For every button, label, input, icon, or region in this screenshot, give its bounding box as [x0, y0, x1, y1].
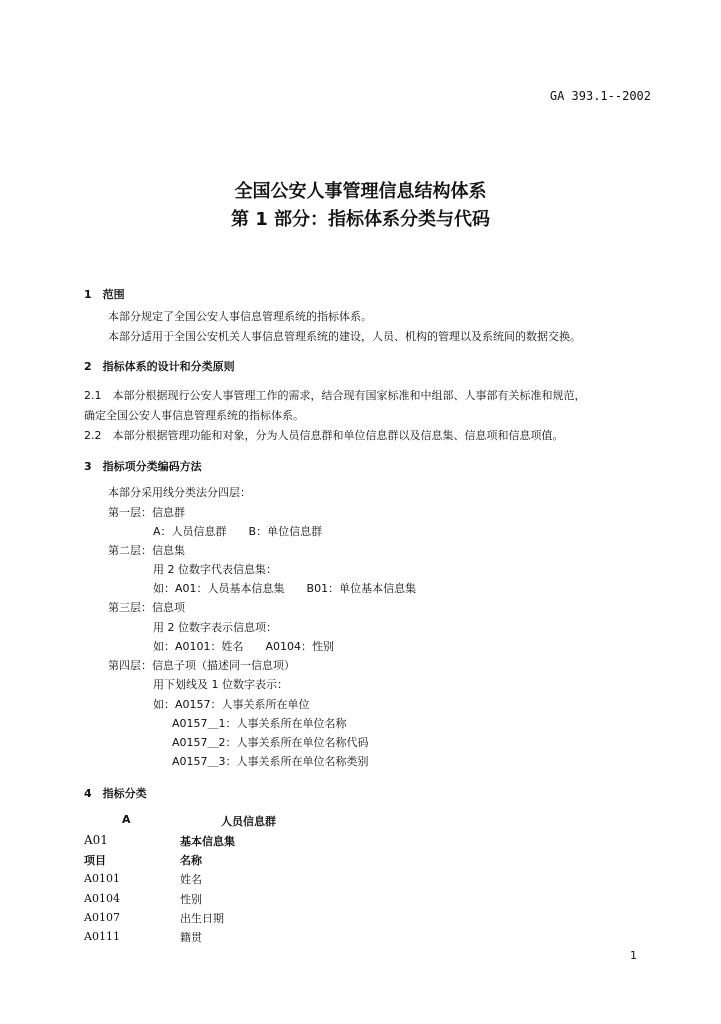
section-2-para-2: 2.2 本部分根据管理功能和对象，分为人员信息群和单位信息群以及信息集、信息项和信息项值。: [84, 429, 564, 442]
set-name: 基本信息集: [180, 835, 235, 848]
s3-line: 第三层：信息项: [108, 601, 185, 614]
column-header-item: 项目: [84, 854, 106, 867]
group-name: 人员信息群: [221, 815, 276, 828]
s3-line: A：人员信息群 B：单位信息群: [153, 525, 323, 538]
section-1-para-1: 本部分规定了全国公安人事信息管理系统的指标体系。: [108, 310, 372, 323]
column-header-name: 名称: [180, 854, 202, 867]
group-code: A: [122, 813, 131, 826]
s3-line: A0157＿3：人事关系所在单位名称类别: [172, 755, 369, 768]
doc-title-line1: 全国公安人事管理信息结构体系: [234, 181, 487, 202]
page-number: 1: [630, 949, 637, 962]
section-3-heading: 3 指标项分类编码方法: [84, 460, 202, 473]
section-1-heading: 1 范围: [84, 288, 125, 301]
section-2-para-1b: 确定全国公安人事信息管理系统的指标体系。: [84, 409, 304, 422]
s3-line: A0157＿1：人事关系所在单位名称: [172, 717, 347, 730]
table-row-name: 出生日期: [180, 912, 224, 925]
s3-line: 第二层：信息集: [108, 544, 185, 557]
doc-title-line2: 第 1 部分：指标体系分类与代码: [230, 209, 491, 230]
s3-line: 第一层：信息群: [108, 506, 185, 519]
section-2-para-1a: 2.1 本部分根据现行公安人事管理工作的需求，结合现有国家标准和中组部、人事部有关标准和规范，: [84, 389, 586, 402]
s3-line: 用 2 位数字表示信息项：: [153, 621, 277, 634]
s3-line: A0157＿2：人事关系所在单位名称代码: [172, 736, 369, 749]
section-1-para-2: 本部分适用于全国公安机关人事信息管理系统的建设，人员、机构的管理以及系统间的数据交换。: [108, 330, 581, 343]
standard-number: GA 393.1--2002: [549, 89, 651, 103]
table-row-name: 籍贯: [180, 931, 202, 944]
table-row-name: 性别: [180, 893, 202, 906]
set-code: A01: [84, 833, 108, 847]
s3-line: 用 2 位数字代表信息集：: [153, 563, 277, 576]
table-row-code: A0107: [84, 911, 120, 924]
section-4-heading: 4 指标分类: [84, 787, 147, 800]
s3-line: 如：A0157：人事关系所在单位: [153, 698, 310, 711]
table-row-name: 姓名: [180, 873, 202, 886]
s3-line: 本部分采用线分类法分四层：: [108, 486, 251, 499]
table-row-code: A0104: [84, 892, 120, 905]
s3-line: 如：A0101：姓名 A0104：性别: [153, 640, 335, 653]
table-row-code: A0111: [84, 930, 120, 943]
s3-line: 第四层：信息子项（描述同一信息项）: [108, 659, 295, 672]
s3-line: 如：A01：人员基本信息集 B01：单位基本信息集: [153, 582, 417, 595]
table-row-code: A0101: [84, 872, 120, 885]
section-2-heading: 2 指标体系的设计和分类原则: [84, 360, 235, 373]
s3-line: 用下划线及 1 位数字表示：: [153, 678, 288, 691]
